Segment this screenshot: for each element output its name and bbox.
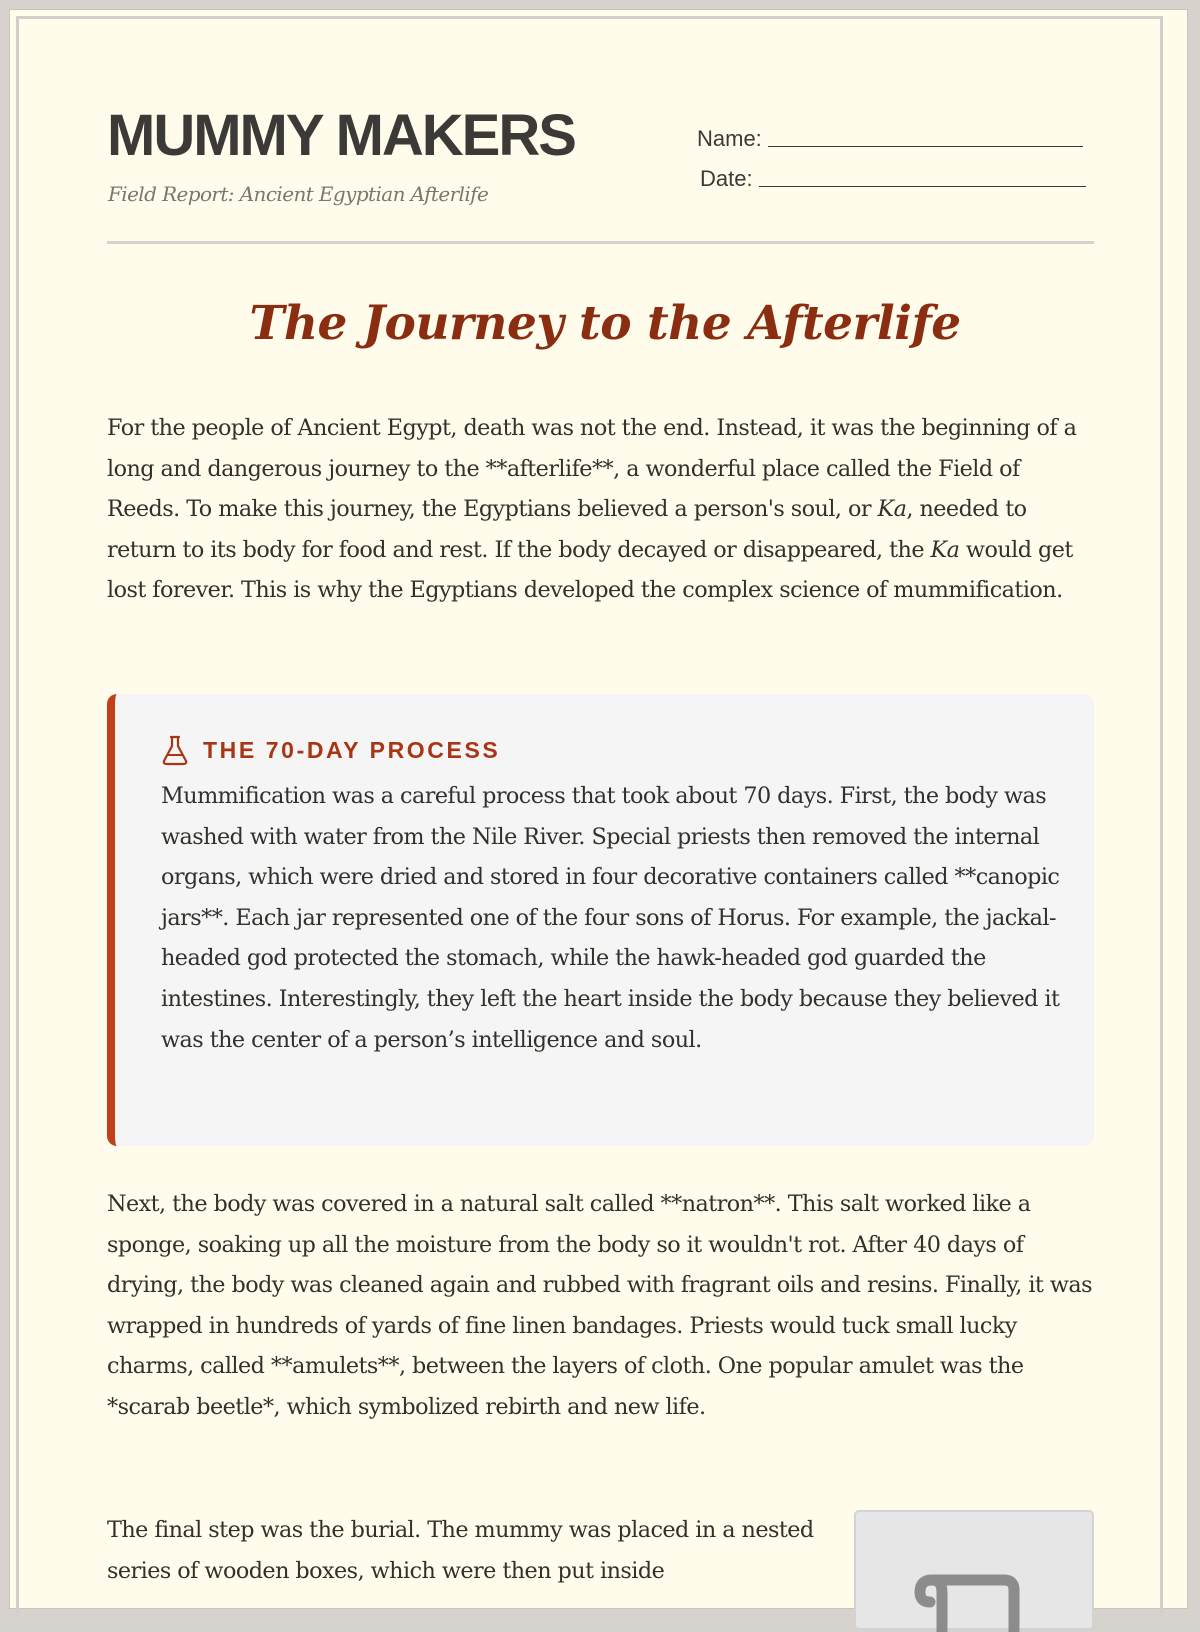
image-placeholder (854, 1510, 1094, 1630)
flask-icon (161, 734, 189, 766)
header-divider (107, 241, 1094, 244)
date-field[interactable] (700, 166, 1086, 192)
scroll-icon (912, 1572, 1022, 1632)
burial-paragraph: The final step was the burial. The mummy was placed in a nested series of wooden boxes, which were then put inside (107, 1517, 814, 1584)
intro-text-b: , needed to return to its body for food and rest. If the body decayed or disappeared, the (107, 496, 1027, 563)
brand-title: MUMMY MAKERS (107, 103, 575, 168)
intro-paragraph (107, 408, 1094, 611)
callout-header (161, 734, 500, 766)
date-label: Date: (700, 166, 753, 191)
natron-paragraph: Next, the body was covered in a natural salt called **natron**. This salt worked like a sponge, soaking up all the moisture from the body so it wouldn't rot. After 40 days of drying, the body was cleaned again and rubbed with fragrant oils and resins. Finally, it was wrapped in hundreds of yards of fine linen bandages. Priests would tuck small lucky charms, called **amulets**, between the layers of cloth. One popular amulet was the *scarab beetle*, which symbolized rebirth and new life. (107, 1191, 1093, 1420)
name-label: Name: (697, 126, 762, 151)
date-line[interactable] (759, 185, 1086, 187)
name-field[interactable] (697, 126, 1083, 152)
intro-text-a: For the people of Ancient Egypt, death was not the end. Instead, it was the beginning of a long and dangerous journey to the **afterlife**, a wonderful place called the Field of Reeds. To make this journey, the Egyptians believed a person's soul, or (107, 415, 1077, 523)
callout-text: Mummification was a careful process that took about 70 days. First, the body was washed with water from the Nile River. Special priests then removed the internal organs, which were dried and stored in four decorative containers called **canopic jars**. Each jar represented one of the four sons of Horus. For example, the jackal-headed god protected the stomach, while the hawk-headed god guarded the intestines. Interestingly, they left the heart inside the body because they believed it was the center of a person’s intelligence and soul. (161, 783, 1060, 1053)
ka-term: Ka (930, 536, 960, 563)
ka-term: Ka (877, 496, 907, 523)
intro-text-c: would get lost forever. This is why the Egyptians developed the complex science of mummification. (107, 536, 1073, 604)
callout-title: THE 70-DAY PROCESS (203, 736, 501, 763)
article-title: The Journey to the Afterlife (249, 296, 961, 351)
name-line[interactable] (768, 145, 1083, 147)
report-subtitle: Field Report: Ancient Egyptian Afterlife (108, 182, 489, 206)
process-callout (107, 694, 1094, 1146)
